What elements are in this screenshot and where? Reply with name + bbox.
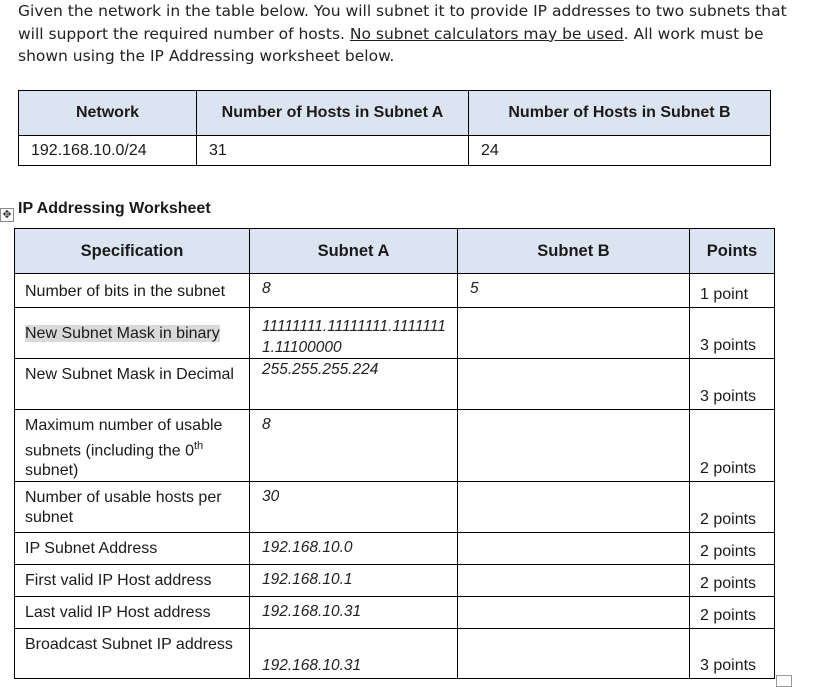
- subnet-b-cell[interactable]: [458, 482, 690, 533]
- subnet-b-cell[interactable]: [458, 410, 690, 482]
- hosts-a-cell[interactable]: 31: [197, 136, 469, 166]
- subnet-a-cell[interactable]: 192.168.10.1: [250, 565, 458, 597]
- spec-cell: Last valid IP Host address: [15, 597, 250, 629]
- spec-cell: Number of bits in the subnet: [15, 274, 250, 308]
- specification-header: Specification: [15, 229, 250, 274]
- spec-cell: Broadcast Subnet IP address: [15, 629, 250, 679]
- subnet-a-header: Subnet A: [250, 229, 458, 274]
- table-row: [15, 482, 775, 533]
- subnet-a-cell[interactable]: 255.255.255.224: [250, 359, 458, 410]
- subnet-a-cell[interactable]: 192.168.10.31: [250, 629, 458, 679]
- points-cell: 2 points: [690, 597, 775, 629]
- points-cell: 3 points: [690, 308, 775, 359]
- spec-cell: [15, 410, 250, 482]
- spec-cell: IP Subnet Address: [15, 533, 250, 565]
- table-row: [15, 597, 775, 629]
- points-cell: 2 points: [690, 410, 775, 482]
- highlighted-spec-text: New Subnet Mask in binary: [25, 325, 220, 342]
- spec-text-end: subnet): [25, 462, 79, 480]
- network-table: [18, 90, 771, 166]
- hosts-a-header: Number of Hosts in Subnet A: [197, 91, 469, 136]
- table-row: [15, 533, 775, 565]
- subnet-a-cell[interactable]: 30: [250, 482, 458, 533]
- spec-cell: Number of usable hosts per subnet: [15, 482, 250, 533]
- worksheet-table: [14, 228, 775, 679]
- worksheet-title: IP Addressing Worksheet: [18, 200, 211, 217]
- worksheet-header-row: [15, 229, 775, 274]
- table-resize-handle[interactable]: [776, 675, 792, 687]
- points-cell: 3 points: [690, 629, 775, 679]
- subnet-a-cell[interactable]: 11111111.11111111.11111111.11100000: [250, 308, 458, 359]
- spec-text: Maximum number of usable subnets (including the 0: [25, 417, 223, 460]
- subnet-b-cell[interactable]: [458, 533, 690, 565]
- subnet-a-cell[interactable]: 192.168.10.0: [250, 533, 458, 565]
- subnet-b-cell[interactable]: [458, 565, 690, 597]
- spec-superscript: th: [194, 440, 204, 452]
- points-header: Points: [690, 229, 775, 274]
- network-cell[interactable]: 192.168.10.0/24: [19, 136, 197, 166]
- table-row: [15, 308, 775, 359]
- subnet-a-cell[interactable]: 8: [250, 410, 458, 482]
- hosts-b-cell[interactable]: 24: [469, 136, 771, 166]
- instructions-paragraph: [18, 0, 798, 68]
- hosts-b-header: Number of Hosts in Subnet B: [469, 91, 771, 136]
- points-cell: 2 points: [690, 565, 775, 597]
- points-cell: 1 point: [690, 274, 775, 308]
- subnet-b-cell[interactable]: [458, 359, 690, 410]
- network-table-row: [19, 136, 771, 166]
- points-cell: 2 points: [690, 533, 775, 565]
- table-row: [15, 274, 775, 308]
- table-row: [15, 359, 775, 410]
- instructions-text-2: . All work must be shown using the IP Addressing worksheet below.: [18, 24, 764, 65]
- instructions-underlined: No subnet calculators may be used: [349, 24, 624, 43]
- subnet-b-cell[interactable]: [458, 308, 690, 359]
- subnet-a-cell[interactable]: 8: [250, 274, 458, 308]
- table-row: [15, 410, 775, 482]
- network-header: Network: [19, 91, 197, 136]
- subnet-a-cell[interactable]: 192.168.10.31: [250, 597, 458, 629]
- points-cell: 3 points: [690, 359, 775, 410]
- table-row: [15, 629, 775, 679]
- table-row: [15, 565, 775, 597]
- subnet-b-cell[interactable]: [458, 597, 690, 629]
- subnet-b-header: Subnet B: [458, 229, 690, 274]
- spec-cell: New Subnet Mask in Decimal: [15, 359, 250, 410]
- table-move-handle-icon[interactable]: ✥: [0, 208, 14, 222]
- spec-cell: First valid IP Host address: [15, 565, 250, 597]
- network-table-header-row: [19, 91, 771, 136]
- spec-cell: [15, 308, 250, 359]
- points-cell: 2 points: [690, 482, 775, 533]
- subnet-b-cell[interactable]: 5: [458, 274, 690, 308]
- instructions-text-1: Given the network in the table below. You will subnet it to provide IP addresses to two subnets that will support the required number of hosts.: [18, 2, 787, 43]
- subnet-b-cell[interactable]: [458, 629, 690, 679]
